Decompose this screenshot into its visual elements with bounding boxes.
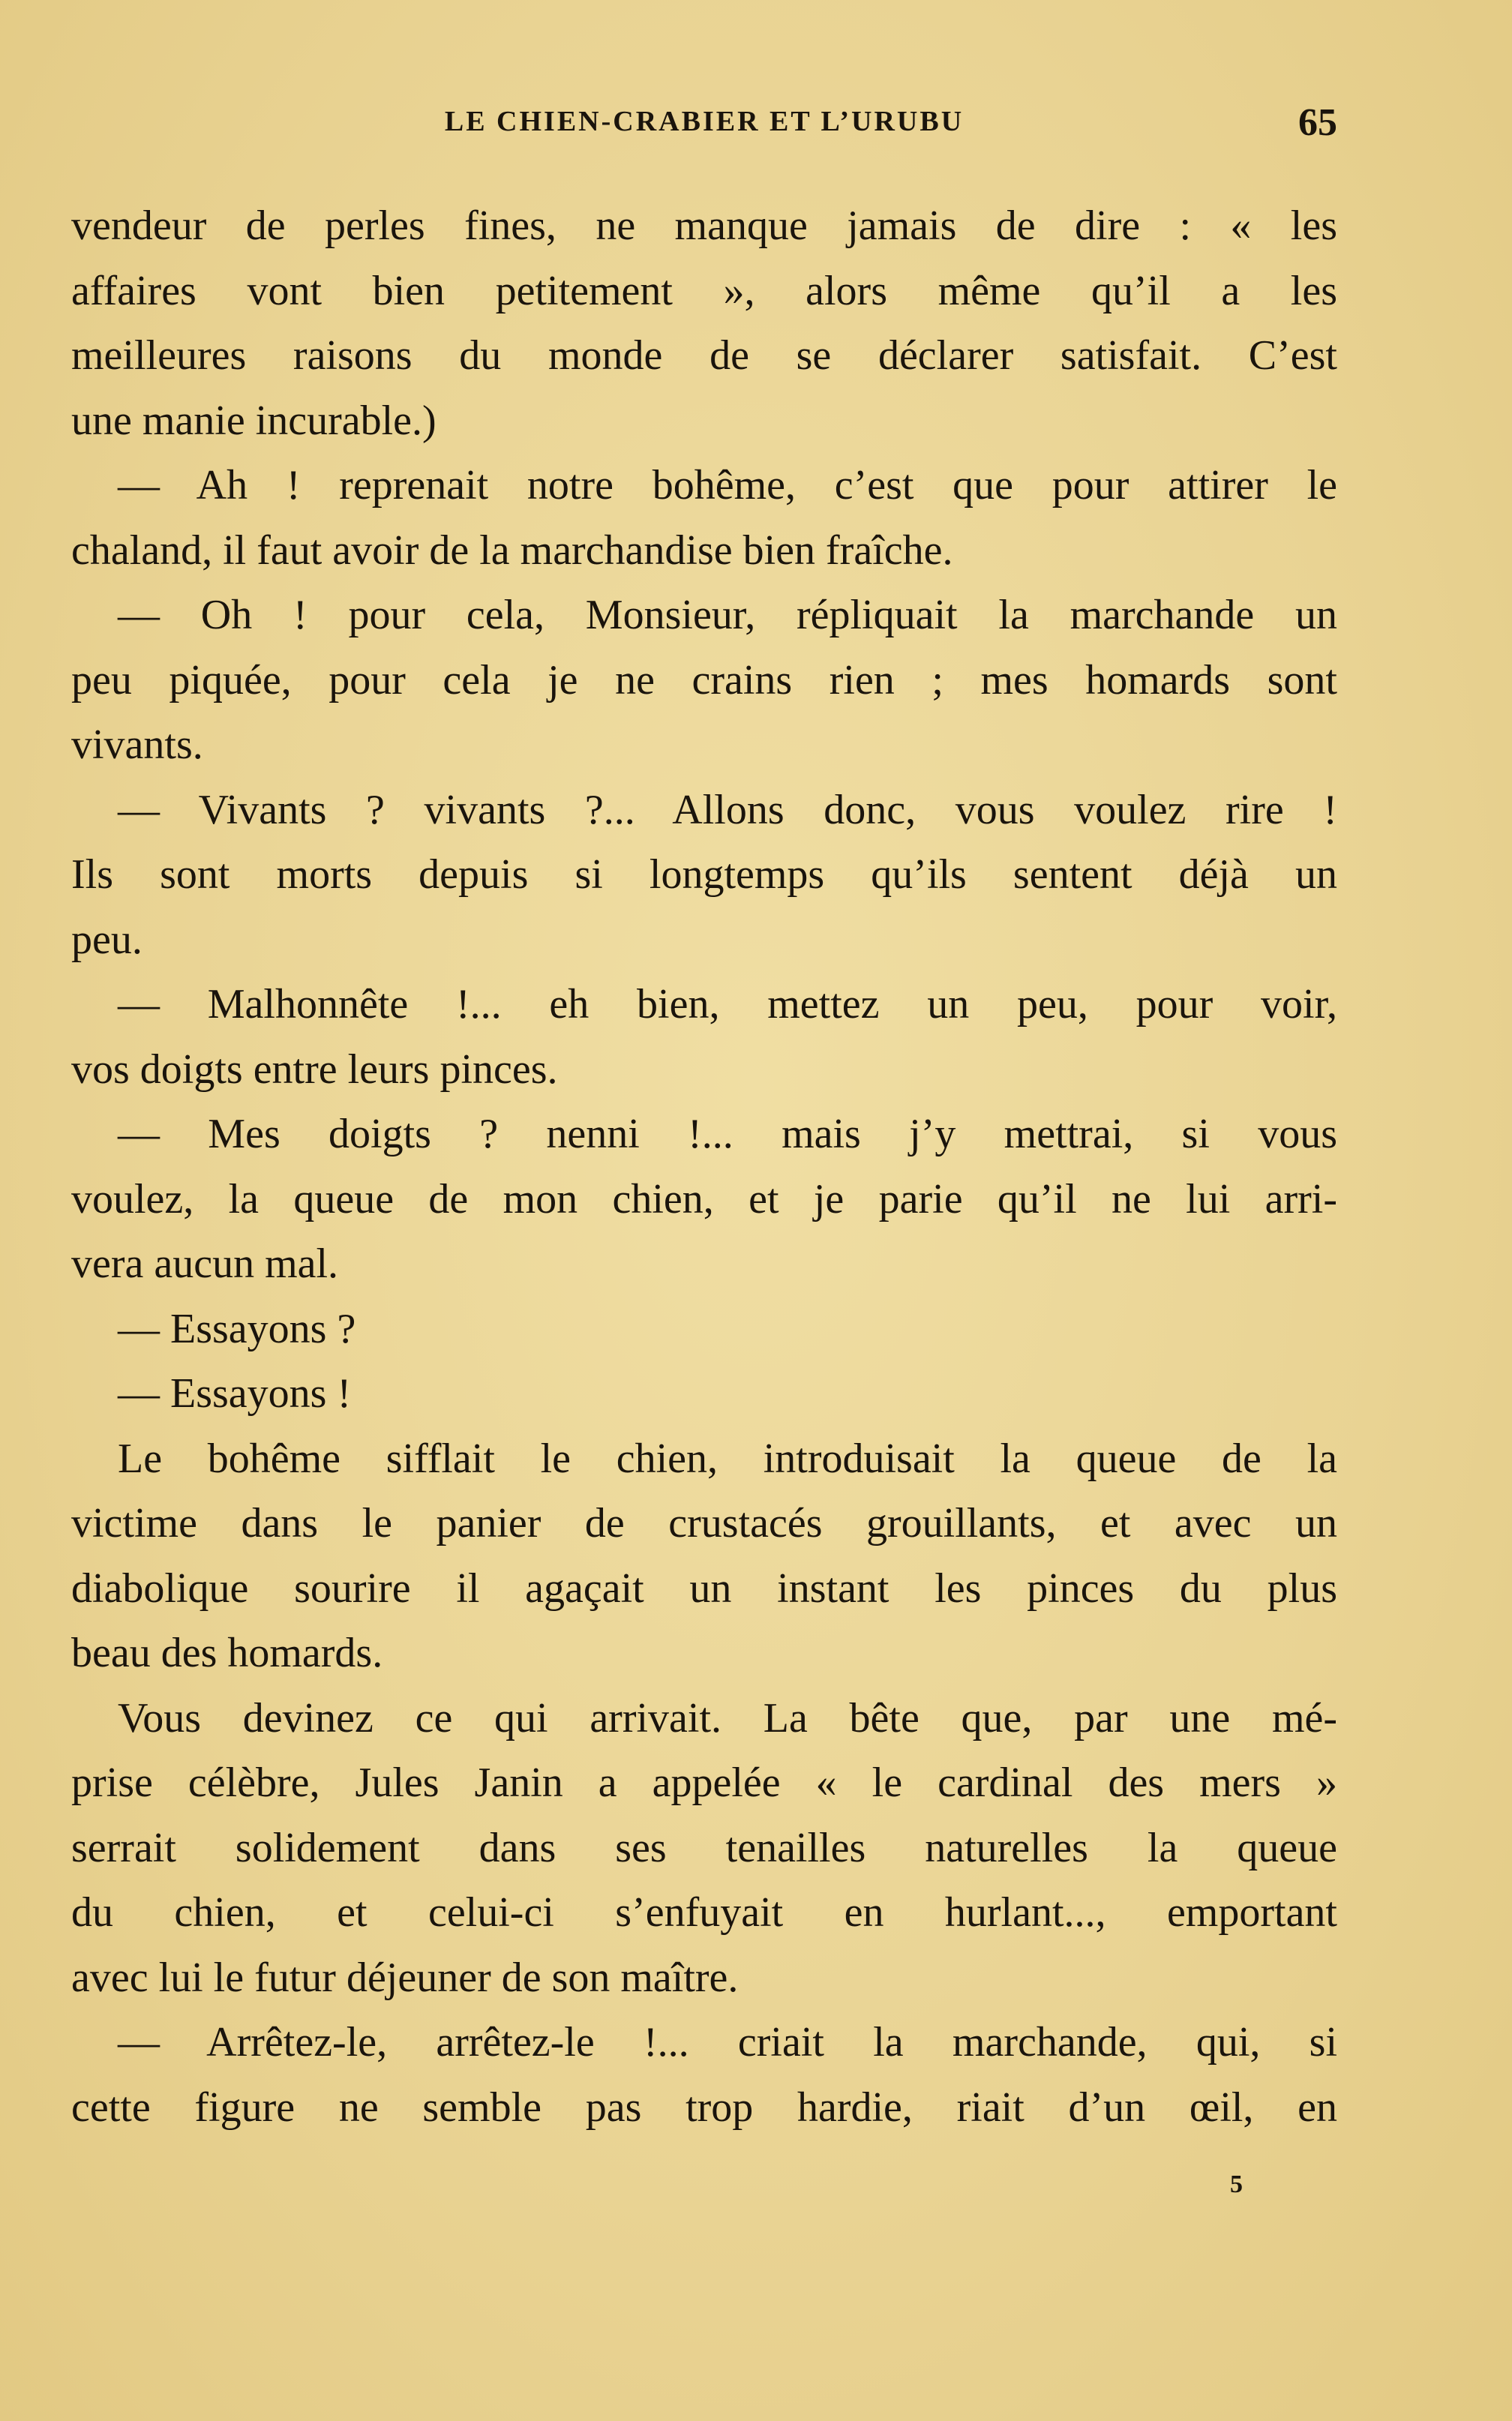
text-line: une manie incurable.) bbox=[71, 397, 436, 444]
page-header bbox=[71, 101, 1337, 150]
text-line: meilleures raisons du monde de se déclarer satisfait. C’est bbox=[71, 332, 1337, 379]
text-line: — Oh ! pour cela, Monsieur, répliquait la marchande un bbox=[118, 592, 1337, 638]
text-line: prise célèbre, Jules Janin a appelée « le cardinal des mers » bbox=[71, 1760, 1337, 1806]
text-line: beau des homards. bbox=[71, 1630, 383, 1676]
text-line: Ils sont morts depuis si longtemps qu’ils sentent déjà un bbox=[71, 851, 1337, 898]
text-line: serrait solidement dans ses tenailles naturelles la queue bbox=[71, 1824, 1337, 1871]
text-line: peu piquée, pour cela je ne crains rien ; mes homards sont bbox=[71, 656, 1337, 704]
text-line: Vous devinez ce qui arrivait. La bête que, par une mé- bbox=[118, 1694, 1337, 1742]
text-line: — Essayons ? bbox=[118, 1305, 356, 1352]
text-line: avec lui le futur déjeuner de son maître. bbox=[71, 1954, 739, 2001]
text-line: victime dans le panier de crustacés grouillants, et avec un bbox=[71, 1500, 1337, 1546]
text-line: diabolique sourire il agaçait un instant les pinces du plus bbox=[71, 1564, 1337, 1612]
text-line: peu. bbox=[71, 916, 142, 963]
text-line: vos doigts entre leurs pinces. bbox=[71, 1046, 558, 1093]
running-title: LE CHIEN-CRABIER ET L’URUBU bbox=[444, 106, 964, 137]
page-number: 65 bbox=[1298, 101, 1337, 144]
text-line: cette figure ne semble pas trop hardie, riait d’un œil, en bbox=[71, 2084, 1337, 2131]
text-line: — Ah ! reprenait notre bohême, c’est que pour attirer le bbox=[118, 462, 1337, 508]
text-line: — Essayons ! bbox=[118, 1370, 352, 1417]
text-line: — Mes doigts ? nenni !... mais j’y mettrai, si vous bbox=[118, 1111, 1337, 1157]
text-line: affaires vont bien petitement », alors même qu’il a les bbox=[71, 267, 1337, 314]
text-line: — Arrêtez-le, arrêtez-le !... criait la marchande, qui, si bbox=[118, 2019, 1337, 2066]
text-line: du chien, et celui-ci s’enfuyait en hurlant..., emportant bbox=[71, 1889, 1337, 1936]
body-text bbox=[71, 194, 1337, 2140]
text-line: chaland, il faut avoir de la marchandise bien fraîche. bbox=[71, 526, 953, 574]
text-line: voulez, la queue de mon chien, et je parie qu’il ne lui arri- bbox=[71, 1175, 1337, 1222]
text-line: — Malhonnête !... eh bien, mettez un peu, pour voir, bbox=[118, 981, 1337, 1028]
text-line: vendeur de perles fines, ne manque jamais de dire : « les bbox=[71, 202, 1337, 249]
text-line: vera aucun mal. bbox=[71, 1240, 339, 1287]
text-line: Le bohême sifflait le chien, introduisait la queue de la bbox=[118, 1435, 1337, 1482]
text-line: — Vivants ? vivants ?... Allons donc, vous voulez rire ! bbox=[118, 786, 1337, 833]
text-line: vivants. bbox=[71, 722, 203, 768]
signature-mark: 5 bbox=[1230, 2170, 1243, 2198]
